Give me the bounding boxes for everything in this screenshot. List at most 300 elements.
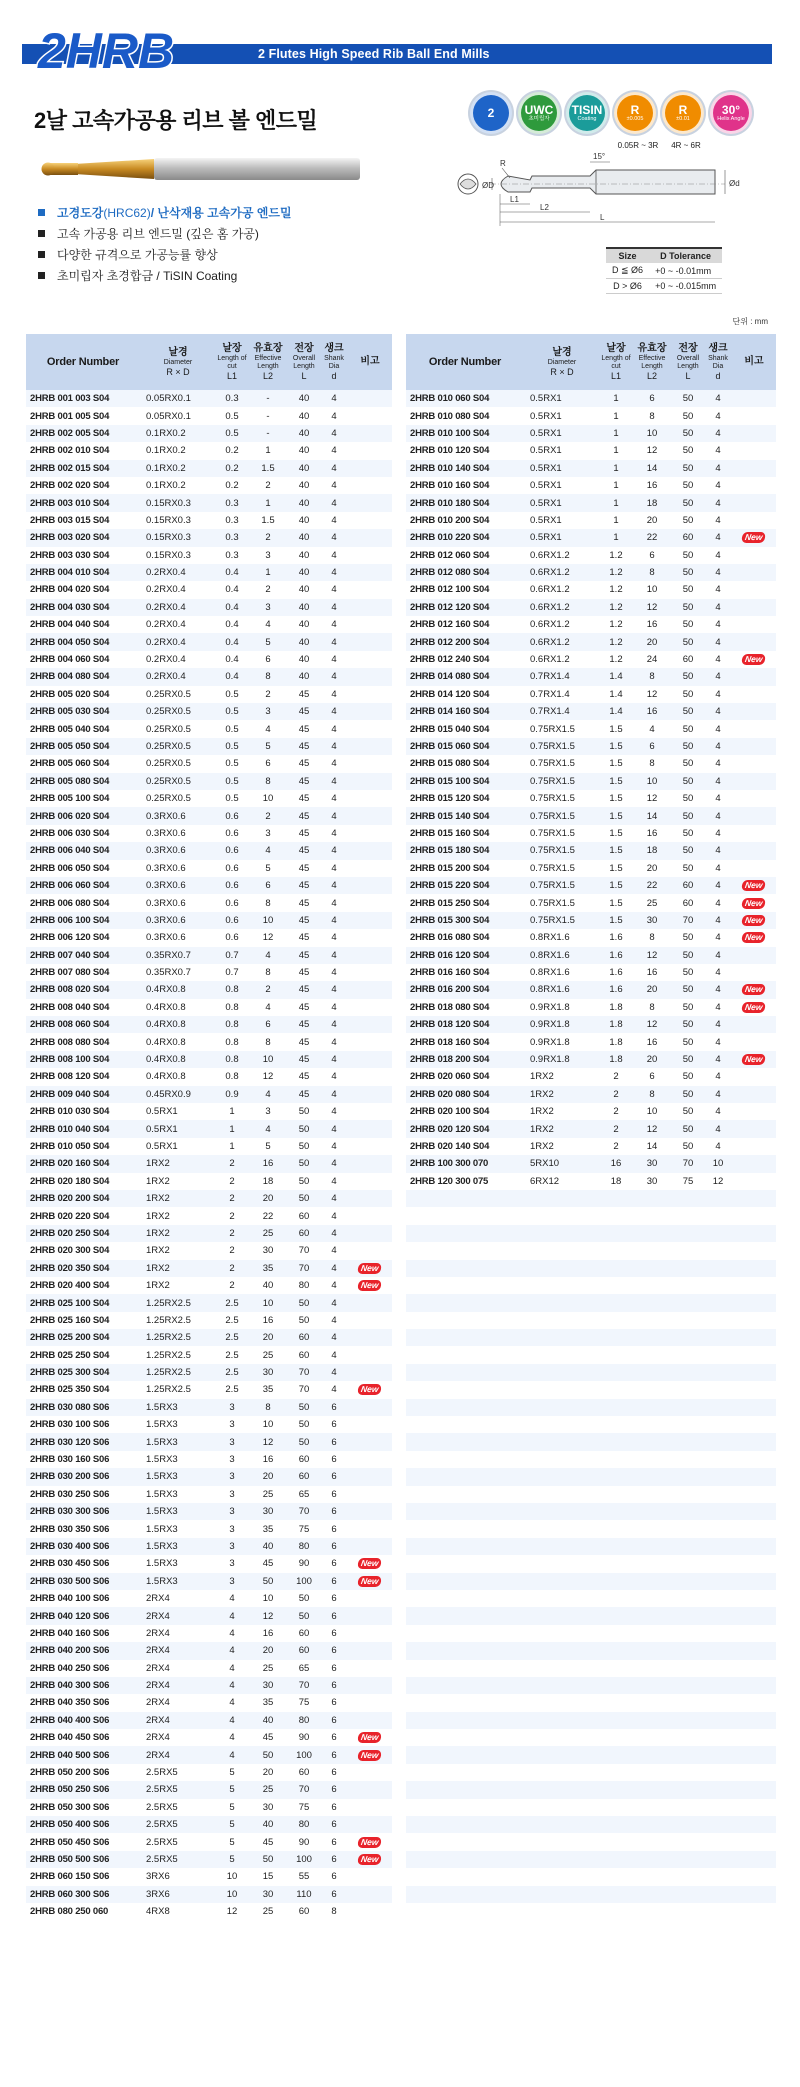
empty-cell	[524, 1607, 600, 1624]
cell-diameter: 0.5RX1	[524, 512, 600, 529]
cell-length-of-cut: 3	[216, 1416, 248, 1433]
cell-order-number: 2HRB 003 010 S04	[26, 494, 140, 511]
cell-effective-length: 6	[632, 738, 672, 755]
cell-remark	[348, 1764, 392, 1781]
cell-remark	[348, 460, 392, 477]
cell-remark	[732, 1068, 776, 1085]
table-row	[26, 1538, 392, 1555]
cell-remark	[732, 547, 776, 564]
cell-shank-dia: 6	[320, 1555, 348, 1572]
cell-overall-length: 45	[288, 981, 320, 998]
table-row	[406, 512, 776, 529]
cell-remark	[348, 1625, 392, 1642]
end-mill-photo	[34, 152, 364, 186]
table-row	[26, 1173, 392, 1190]
empty-cell	[406, 1364, 524, 1381]
table-row	[26, 686, 392, 703]
cell-overall-length: 50	[672, 1068, 704, 1085]
empty-cell	[406, 1625, 524, 1642]
table-row	[406, 1642, 776, 1659]
cell-diameter: 0.6RX1.2	[524, 651, 600, 668]
cell-order-number: 2HRB 060 300 S06	[26, 1886, 140, 1903]
cell-length-of-cut: 0.8	[216, 1016, 248, 1033]
cell-effective-length: 1	[248, 442, 288, 459]
cell-diameter: 0.4RX0.8	[140, 1068, 216, 1085]
cell-effective-length: 30	[248, 1799, 288, 1816]
cell-diameter: 0.7RX1.4	[524, 703, 600, 720]
cell-length-of-cut: 1.6	[600, 947, 632, 964]
table-row	[26, 1816, 392, 1833]
empty-cell	[632, 1225, 672, 1242]
cell-effective-length: 6	[632, 1068, 672, 1085]
cell-shank-dia: 4	[320, 564, 348, 581]
table-row	[406, 1260, 776, 1277]
cell-shank-dia: 4	[704, 999, 732, 1016]
cell-remark	[348, 1138, 392, 1155]
cell-length-of-cut: 0.5	[216, 425, 248, 442]
feature-item: 고경도강 (HRC62) / 난삭재용 고속가공 엔드밀	[38, 202, 292, 223]
cell-length-of-cut: 2	[600, 1120, 632, 1137]
empty-cell	[732, 1381, 776, 1398]
cell-order-number: 2HRB 004 030 S04	[26, 599, 140, 616]
table-row	[406, 1799, 776, 1816]
cell-order-number: 2HRB 030 100 S06	[26, 1416, 140, 1433]
cell-overall-length: 50	[672, 407, 704, 424]
cell-remark	[732, 390, 776, 407]
table-row	[26, 1312, 392, 1329]
cell-remark	[348, 1416, 392, 1433]
cell-overall-length: 50	[672, 477, 704, 494]
cell-remark	[348, 1033, 392, 1050]
cell-effective-length: 40	[248, 1277, 288, 1294]
cell-diameter: 2RX4	[140, 1607, 216, 1624]
empty-cell	[524, 1451, 600, 1468]
table-row	[26, 703, 392, 720]
cell-shank-dia: 4	[704, 390, 732, 407]
table-row	[26, 1642, 392, 1659]
cell-effective-length: -	[248, 425, 288, 442]
cell-diameter: 0.75RX1.5	[524, 894, 600, 911]
cell-length-of-cut: 1.4	[600, 668, 632, 685]
cell-effective-length: 25	[632, 894, 672, 911]
empty-cell	[600, 1573, 632, 1590]
empty-cell	[704, 1781, 732, 1798]
cell-order-number: 2HRB 020 180 S04	[26, 1173, 140, 1190]
cell-shank-dia: 4	[320, 1277, 348, 1294]
empty-cell	[632, 1468, 672, 1485]
table-row	[406, 1764, 776, 1781]
cell-order-number: 2HRB 010 180 S04	[406, 494, 524, 511]
empty-cell	[600, 1833, 632, 1850]
cell-diameter: 0.35RX0.7	[140, 964, 216, 981]
cell-diameter: 0.75RX1.5	[524, 842, 600, 859]
cell-diameter: 0.8RX1.6	[524, 964, 600, 981]
cell-effective-length: 2	[248, 581, 288, 598]
cell-shank-dia: 4	[320, 1190, 348, 1207]
carbide-badge-icon	[518, 92, 560, 134]
cell-length-of-cut: 3	[216, 1538, 248, 1555]
cell-remark	[348, 1294, 392, 1311]
empty-cell	[524, 1573, 600, 1590]
cell-diameter: 0.45RX0.9	[140, 1086, 216, 1103]
cell-overall-length: 40	[288, 547, 320, 564]
cell-effective-length: 30	[248, 1677, 288, 1694]
cell-diameter: 1.5RX3	[140, 1399, 216, 1416]
cell-diameter: 0.5RX1	[524, 442, 600, 459]
cell-shank-dia: 6	[320, 1486, 348, 1503]
table-row	[26, 1764, 392, 1781]
table-row	[406, 1103, 776, 1120]
l2-label: L2	[540, 203, 549, 212]
empty-cell	[632, 1520, 672, 1537]
cell-overall-length: 70	[288, 1242, 320, 1259]
empty-cell	[672, 1886, 704, 1903]
header-length-of-cut: 날장 Length of cut L1	[216, 334, 248, 390]
cell-overall-length: 40	[288, 564, 320, 581]
cell-order-number: 2HRB 015 200 S04	[406, 860, 524, 877]
cell-length-of-cut: 5	[216, 1833, 248, 1850]
cell-remark	[732, 1016, 776, 1033]
cell-order-number: 2HRB 040 450 S06	[26, 1729, 140, 1746]
cell-effective-length: 45	[248, 1833, 288, 1850]
cell-length-of-cut: 1	[600, 390, 632, 407]
empty-cell	[524, 1833, 600, 1850]
cell-diameter: 0.9RX1.8	[524, 1016, 600, 1033]
cell-overall-length: 100	[288, 1746, 320, 1763]
cell-shank-dia: 4	[320, 668, 348, 685]
cell-order-number: 2HRB 010 220 S04	[406, 529, 524, 546]
cell-overall-length: 75	[288, 1694, 320, 1711]
empty-cell	[732, 1833, 776, 1850]
cell-length-of-cut: 3	[216, 1468, 248, 1485]
cell-effective-length: 25	[248, 1486, 288, 1503]
cell-shank-dia: 4	[320, 425, 348, 442]
cell-shank-dia: 4	[704, 1068, 732, 1085]
cell-effective-length: 1.5	[248, 512, 288, 529]
cell-shank-dia: 4	[704, 460, 732, 477]
empty-cell	[632, 1764, 672, 1781]
series-code: 2HRB	[38, 23, 175, 78]
cell-effective-length: 6	[248, 877, 288, 894]
empty-cell	[704, 1486, 732, 1503]
empty-cell	[524, 1903, 600, 1920]
cell-order-number: 2HRB 012 160 S04	[406, 616, 524, 633]
cell-overall-length: 45	[288, 929, 320, 946]
cell-effective-length: 50	[248, 1851, 288, 1868]
cell-effective-length: 12	[632, 1016, 672, 1033]
cell-effective-length: 50	[248, 1573, 288, 1590]
empty-cell	[600, 1746, 632, 1763]
cell-diameter: 2.5RX5	[140, 1851, 216, 1868]
empty-cell	[600, 1416, 632, 1433]
empty-cell	[632, 1294, 672, 1311]
table-row	[406, 1816, 776, 1833]
cell-shank-dia: 4	[704, 1016, 732, 1033]
cell-effective-length: 10	[248, 1051, 288, 1068]
cell-order-number: 2HRB 030 250 S06	[26, 1486, 140, 1503]
empty-cell	[732, 1207, 776, 1224]
header-effective-length: 유효장 Effective Length L2	[248, 334, 288, 390]
table-row	[406, 1346, 776, 1363]
cell-diameter: 0.3RX0.6	[140, 877, 216, 894]
empty-cell	[732, 1190, 776, 1207]
empty-cell	[600, 1555, 632, 1572]
cell-overall-length: 50	[672, 790, 704, 807]
cell-diameter: 0.75RX1.5	[524, 773, 600, 790]
cell-order-number: 2HRB 015 300 S04	[406, 912, 524, 929]
table-row	[26, 1051, 392, 1068]
cell-length-of-cut: 4	[216, 1590, 248, 1607]
cell-effective-length: 12	[632, 790, 672, 807]
cell-effective-length: 6	[248, 755, 288, 772]
table-row	[26, 1486, 392, 1503]
cell-length-of-cut: 4	[216, 1677, 248, 1694]
cell-overall-length: 50	[672, 1138, 704, 1155]
cell-overall-length: 60	[288, 1764, 320, 1781]
cell-order-number: 2HRB 040 400 S06	[26, 1712, 140, 1729]
empty-cell	[672, 1242, 704, 1259]
cell-remark	[732, 912, 776, 929]
empty-cell	[672, 1381, 704, 1398]
feature-item: 고속 가공용 리브 엔드밀 (깊은 홈 가공)	[38, 223, 292, 244]
cell-remark	[732, 1051, 776, 1068]
cell-length-of-cut: 0.4	[216, 599, 248, 616]
cell-diameter: 0.75RX1.5	[524, 755, 600, 772]
cell-order-number: 2HRB 006 100 S04	[26, 912, 140, 929]
cell-diameter: 0.25RX0.5	[140, 790, 216, 807]
cell-remark	[732, 512, 776, 529]
cell-overall-length: 40	[288, 599, 320, 616]
cell-diameter: 1.5RX3	[140, 1451, 216, 1468]
cell-shank-dia: 6	[320, 1868, 348, 1885]
cell-length-of-cut: 0.2	[216, 477, 248, 494]
cell-diameter: 0.3RX0.6	[140, 825, 216, 842]
cell-diameter: 1RX2	[140, 1190, 216, 1207]
cell-remark	[732, 964, 776, 981]
cell-diameter: 0.5RX1	[524, 407, 600, 424]
empty-cell	[524, 1625, 600, 1642]
cell-length-of-cut: 4	[216, 1712, 248, 1729]
cell-length-of-cut: 0.3	[216, 494, 248, 511]
cell-effective-length: 45	[248, 1729, 288, 1746]
cell-remark	[732, 477, 776, 494]
empty-cell	[406, 1573, 524, 1590]
cell-effective-length: 30	[248, 1503, 288, 1520]
cell-diameter: 1.5RX3	[140, 1486, 216, 1503]
cell-overall-length: 60	[672, 894, 704, 911]
cell-order-number: 2HRB 020 140 S04	[406, 1138, 524, 1155]
empty-cell	[732, 1416, 776, 1433]
cell-remark	[732, 442, 776, 459]
cell-remark	[348, 547, 392, 564]
empty-cell	[704, 1886, 732, 1903]
cell-effective-length: 8	[248, 668, 288, 685]
cell-shank-dia: 4	[704, 564, 732, 581]
cell-diameter: 0.75RX1.5	[524, 738, 600, 755]
empty-cell	[672, 1677, 704, 1694]
badge-main: UWC	[524, 102, 554, 117]
cell-length-of-cut: 0.6	[216, 807, 248, 824]
cell-effective-length: 14	[632, 460, 672, 477]
cell-order-number: 2HRB 010 140 S04	[406, 460, 524, 477]
cell-diameter: 1RX2	[140, 1173, 216, 1190]
cell-shank-dia: 6	[320, 1590, 348, 1607]
cell-effective-length: 18	[248, 1173, 288, 1190]
cell-diameter: 0.3RX0.6	[140, 929, 216, 946]
cell-length-of-cut: 1.2	[600, 547, 632, 564]
cell-order-number: 2HRB 012 240 S04	[406, 651, 524, 668]
cell-diameter: 2RX4	[140, 1729, 216, 1746]
empty-cell	[704, 1381, 732, 1398]
table-row	[406, 894, 776, 911]
cell-effective-length: 4	[248, 1086, 288, 1103]
badge-sub: ±0.01	[676, 115, 690, 122]
cell-length-of-cut: 4	[216, 1660, 248, 1677]
table-row	[26, 1068, 392, 1085]
cell-remark	[348, 494, 392, 511]
cell-diameter: 0.5RX1	[524, 425, 600, 442]
empty-cell	[672, 1712, 704, 1729]
cell-overall-length: 50	[288, 1433, 320, 1450]
cell-order-number: 2HRB 120 300 075	[406, 1173, 524, 1190]
cell-shank-dia: 4	[704, 1103, 732, 1120]
cell-remark	[732, 599, 776, 616]
empty-cell	[524, 1555, 600, 1572]
empty-cell	[524, 1642, 600, 1659]
cell-order-number: 2HRB 025 350 S04	[26, 1381, 140, 1398]
empty-cell	[600, 1781, 632, 1798]
cell-shank-dia: 6	[320, 1468, 348, 1485]
cell-overall-length: 50	[288, 1155, 320, 1172]
table-row	[406, 912, 776, 929]
cell-diameter: 2RX4	[140, 1746, 216, 1763]
cell-order-number: 2HRB 006 120 S04	[26, 929, 140, 946]
cell-order-number: 2HRB 002 015 S04	[26, 460, 140, 477]
table-row	[26, 1468, 392, 1485]
empty-cell	[732, 1781, 776, 1798]
cell-shank-dia: 4	[320, 651, 348, 668]
cell-remark	[348, 1555, 392, 1572]
cell-length-of-cut: 1	[600, 529, 632, 546]
empty-cell	[672, 1660, 704, 1677]
empty-cell	[600, 1642, 632, 1659]
empty-cell	[672, 1451, 704, 1468]
cell-shank-dia: 4	[704, 773, 732, 790]
cell-effective-length: 16	[248, 1451, 288, 1468]
table-row	[26, 616, 392, 633]
cell-overall-length: 50	[288, 1607, 320, 1624]
cell-shank-dia: 4	[320, 1260, 348, 1277]
cell-diameter: 0.75RX1.5	[524, 825, 600, 842]
cell-length-of-cut: 0.4	[216, 633, 248, 650]
cell-length-of-cut: 2.5	[216, 1312, 248, 1329]
cell-diameter: 1.5RX3	[140, 1433, 216, 1450]
cell-order-number: 2HRB 060 150 S06	[26, 1868, 140, 1885]
cell-length-of-cut: 2	[216, 1225, 248, 1242]
cell-remark	[348, 1868, 392, 1885]
cell-effective-length: 4	[248, 1120, 288, 1137]
cell-remark	[348, 1607, 392, 1624]
empty-cell	[732, 1816, 776, 1833]
cell-diameter: 0.7RX1.4	[524, 668, 600, 685]
table-row	[406, 494, 776, 511]
table-row	[26, 390, 392, 407]
empty-cell	[704, 1642, 732, 1659]
cell-overall-length: 50	[672, 999, 704, 1016]
empty-cell	[672, 1833, 704, 1850]
cell-shank-dia: 4	[704, 633, 732, 650]
cell-overall-length: 45	[288, 1086, 320, 1103]
cell-overall-length: 70	[288, 1381, 320, 1398]
helix-angle-badge-icon	[710, 92, 752, 134]
cell-length-of-cut: 4	[216, 1642, 248, 1659]
cell-shank-dia: 12	[704, 1173, 732, 1190]
table-row	[26, 1433, 392, 1450]
new-badge: New	[741, 984, 766, 995]
empty-cell	[600, 1764, 632, 1781]
table-row	[26, 1677, 392, 1694]
cell-order-number: 2HRB 030 450 S06	[26, 1555, 140, 1572]
cell-diameter: 0.1RX0.2	[140, 460, 216, 477]
cell-overall-length: 50	[288, 1173, 320, 1190]
cell-diameter: 0.4RX0.8	[140, 1051, 216, 1068]
cell-remark	[348, 1468, 392, 1485]
empty-cell	[600, 1694, 632, 1711]
cell-length-of-cut: 0.5	[216, 773, 248, 790]
cell-effective-length: 30	[248, 1242, 288, 1259]
empty-cell	[704, 1660, 732, 1677]
cell-effective-length: 5	[248, 860, 288, 877]
empty-cell	[524, 1886, 600, 1903]
table-row	[26, 512, 392, 529]
empty-cell	[704, 1468, 732, 1485]
cell-overall-length: 40	[288, 616, 320, 633]
cell-diameter: 0.05RX0.1	[140, 390, 216, 407]
cell-overall-length: 45	[288, 1033, 320, 1050]
cell-effective-length: 5	[248, 633, 288, 650]
cell-order-number: 2HRB 005 050 S04	[26, 738, 140, 755]
cell-effective-length: 20	[632, 860, 672, 877]
table-row	[26, 599, 392, 616]
cell-order-number: 2HRB 050 500 S06	[26, 1851, 140, 1868]
cell-order-number: 2HRB 010 100 S04	[406, 425, 524, 442]
table-row	[26, 981, 392, 998]
table-row	[26, 720, 392, 737]
empty-cell	[632, 1555, 672, 1572]
cell-overall-length: 50	[672, 460, 704, 477]
cell-effective-length: 3	[248, 1103, 288, 1120]
table-row	[406, 1520, 776, 1537]
table-row	[406, 947, 776, 964]
cell-shank-dia: 4	[320, 1312, 348, 1329]
cell-shank-dia: 4	[320, 581, 348, 598]
empty-cell	[406, 1207, 524, 1224]
cell-diameter: 0.2RX0.4	[140, 616, 216, 633]
cell-diameter: 1.5RX3	[140, 1520, 216, 1537]
cell-length-of-cut: 0.5	[216, 738, 248, 755]
table-row	[406, 1242, 776, 1259]
cell-overall-length: 70	[288, 1503, 320, 1520]
cell-overall-length: 50	[288, 1138, 320, 1155]
table-row	[406, 1416, 776, 1433]
cell-length-of-cut: 1	[216, 1138, 248, 1155]
header-effective-length: 유효장 Effective Length L2	[632, 334, 672, 390]
empty-cell	[704, 1538, 732, 1555]
cell-diameter: 1RX2	[524, 1120, 600, 1137]
cell-overall-length: 50	[672, 599, 704, 616]
cell-order-number: 2HRB 030 500 S06	[26, 1573, 140, 1590]
empty-cell	[732, 1660, 776, 1677]
